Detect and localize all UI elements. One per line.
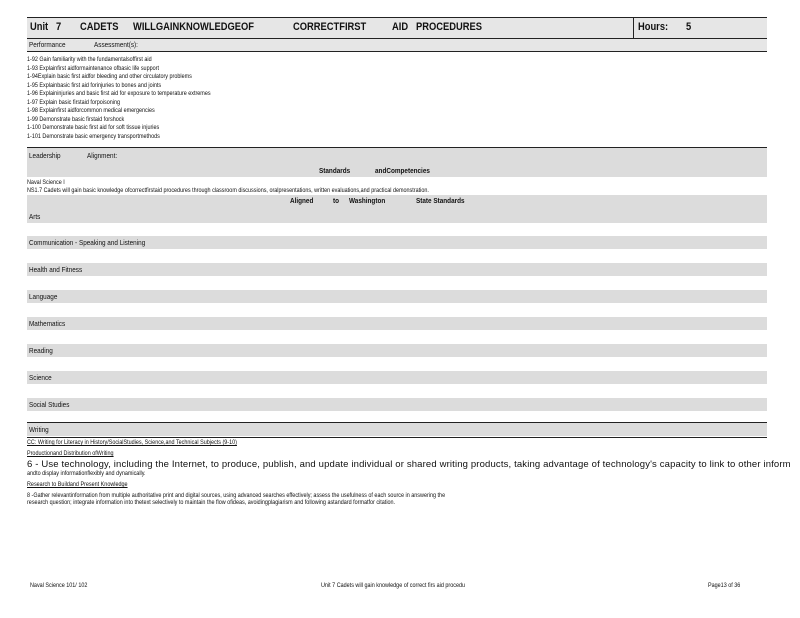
- writing-ccc: CC: Writing for Literacy in History/SocialStudies, Science,and Technical Subjects (9-10): [27, 439, 237, 446]
- aligned-heading-standards: State Standards: [416, 196, 465, 205]
- document-page: [27, 17, 791, 506]
- list-item: 1-98 Explainfirst aidforcommon medical emergencies: [27, 107, 155, 114]
- subject-row: [27, 317, 767, 330]
- competencies-heading: andCompetencies: [375, 166, 430, 175]
- subject-row: [27, 236, 767, 249]
- list-item: 1-93 Explainfirst aidformaintenance ofbasic life support: [27, 64, 159, 72]
- alignment-label: Alignment:: [87, 151, 118, 160]
- aligned-heading-to: to: [333, 196, 340, 205]
- writing-standard-8-cont: research question; integrate information into thetext selectively to maintain the flow ofideas, avoidingplagiarism and following astandard formatfor citation.: [27, 499, 396, 506]
- unit-number: 7: [56, 21, 62, 33]
- aligned-heading-state: Washington: [349, 196, 386, 205]
- list-item: 1-96 Explaininjuries and basic first aid for exposure to temperature extremes: [27, 90, 211, 97]
- writing-details-2: [27, 470, 767, 506]
- learning-objectives: [27, 56, 767, 141]
- column-divider: [633, 18, 634, 38]
- aligned-band: [27, 195, 767, 223]
- unit-title-part: PROCEDURES: [416, 21, 482, 33]
- naval-science-block: [27, 179, 767, 194]
- subject-science: Science: [29, 373, 52, 382]
- research-heading: Research to Buildand Present Knowledge: [27, 481, 128, 488]
- subject-language: Language: [29, 292, 58, 301]
- hours-value: 5: [686, 21, 692, 33]
- unit-title-part: CORRECTFIRST: [293, 21, 367, 33]
- performance-header: [27, 39, 767, 52]
- production-heading: Productionand Distribution ofWriting: [27, 450, 114, 457]
- subject-row: [27, 398, 767, 411]
- unit-title-part: WILLGAINKNOWLEDGEOF: [133, 21, 255, 33]
- list-item: 1-100 Demonstrate basic first aid for soft tissue injuries: [27, 124, 160, 131]
- subject-writing: Writing: [29, 425, 49, 434]
- standards-heading: Standards: [319, 166, 351, 175]
- writing-details: [27, 437, 767, 457]
- subject-arts: Arts: [29, 212, 41, 221]
- assessment-label: Assessment(s):: [94, 40, 138, 49]
- list-item: 1-101 Demonstrate basic emergency transportmethods: [27, 132, 160, 140]
- subject-row: [27, 290, 767, 303]
- subject-communication: Communication - Speaking and Listening: [29, 238, 146, 247]
- subject-mathematics: Mathematics: [29, 319, 66, 328]
- performance-label: Performance: [29, 40, 66, 49]
- unit-header: [27, 17, 767, 39]
- list-item: 1-94Explain basic first aidfor bleeding and other circulatory problems: [27, 73, 192, 80]
- list-item: 1-95 Explainbasic first aid forinjuries to bones and joints: [27, 81, 162, 89]
- footer-left: Naval Science 101/ 102: [30, 582, 88, 589]
- footer-center: Unit 7 Cadets will gain knowledge of correct firs aid procedu: [321, 582, 466, 589]
- subject-row: [27, 263, 767, 276]
- aligned-heading: Aligned: [290, 196, 314, 205]
- subject-row: [27, 371, 767, 384]
- subject-row: [27, 422, 767, 436]
- list-item: 1-92 Gain familiarity with the fundamentalsoffirst aid: [27, 56, 152, 63]
- list-item: 1-99 Demonstrate basic firstaid forshock: [27, 115, 125, 123]
- list-item: 1-97 Explain basic firstaid forpoisoning: [27, 98, 121, 106]
- naval-science-standard: NS1.7 Cadets will gain basic knowledge ofcorrectfirstaid procedures through classroom discussions, oralpresentations, written evaluations,and practical demonstration.: [27, 187, 429, 194]
- subject-health: Health and Fitness: [29, 265, 83, 274]
- unit-title-part: AID: [392, 21, 409, 33]
- subject-social-studies: Social Studies: [29, 400, 70, 409]
- unit-label: Unit: [30, 21, 49, 33]
- subject-reading: Reading: [29, 346, 53, 355]
- leadership-band: [27, 147, 767, 177]
- hours-label: Hours:: [638, 21, 669, 33]
- subject-row: [27, 344, 767, 357]
- writing-standard-8: 8 -Gather relevantinformation from multiple authoritative print and digital sources, using advanced searches effectively; assess the usefulness of each source in answering the: [27, 492, 446, 499]
- writing-standard-6-cont: andto display informationflexibly and dynamically.: [27, 470, 146, 477]
- leadership-label: Leadership: [29, 151, 61, 160]
- naval-science-title: Naval Science I: [27, 179, 65, 186]
- footer-page-number: Page13 of 36: [708, 582, 741, 589]
- writing-standard-6: 6 - Use technology, including the Internet, to produce, publish, and update individual or shared writing products, taking advantage of technology's capacity to link to other inform: [27, 459, 791, 470]
- unit-title-part: CADETS: [80, 21, 119, 33]
